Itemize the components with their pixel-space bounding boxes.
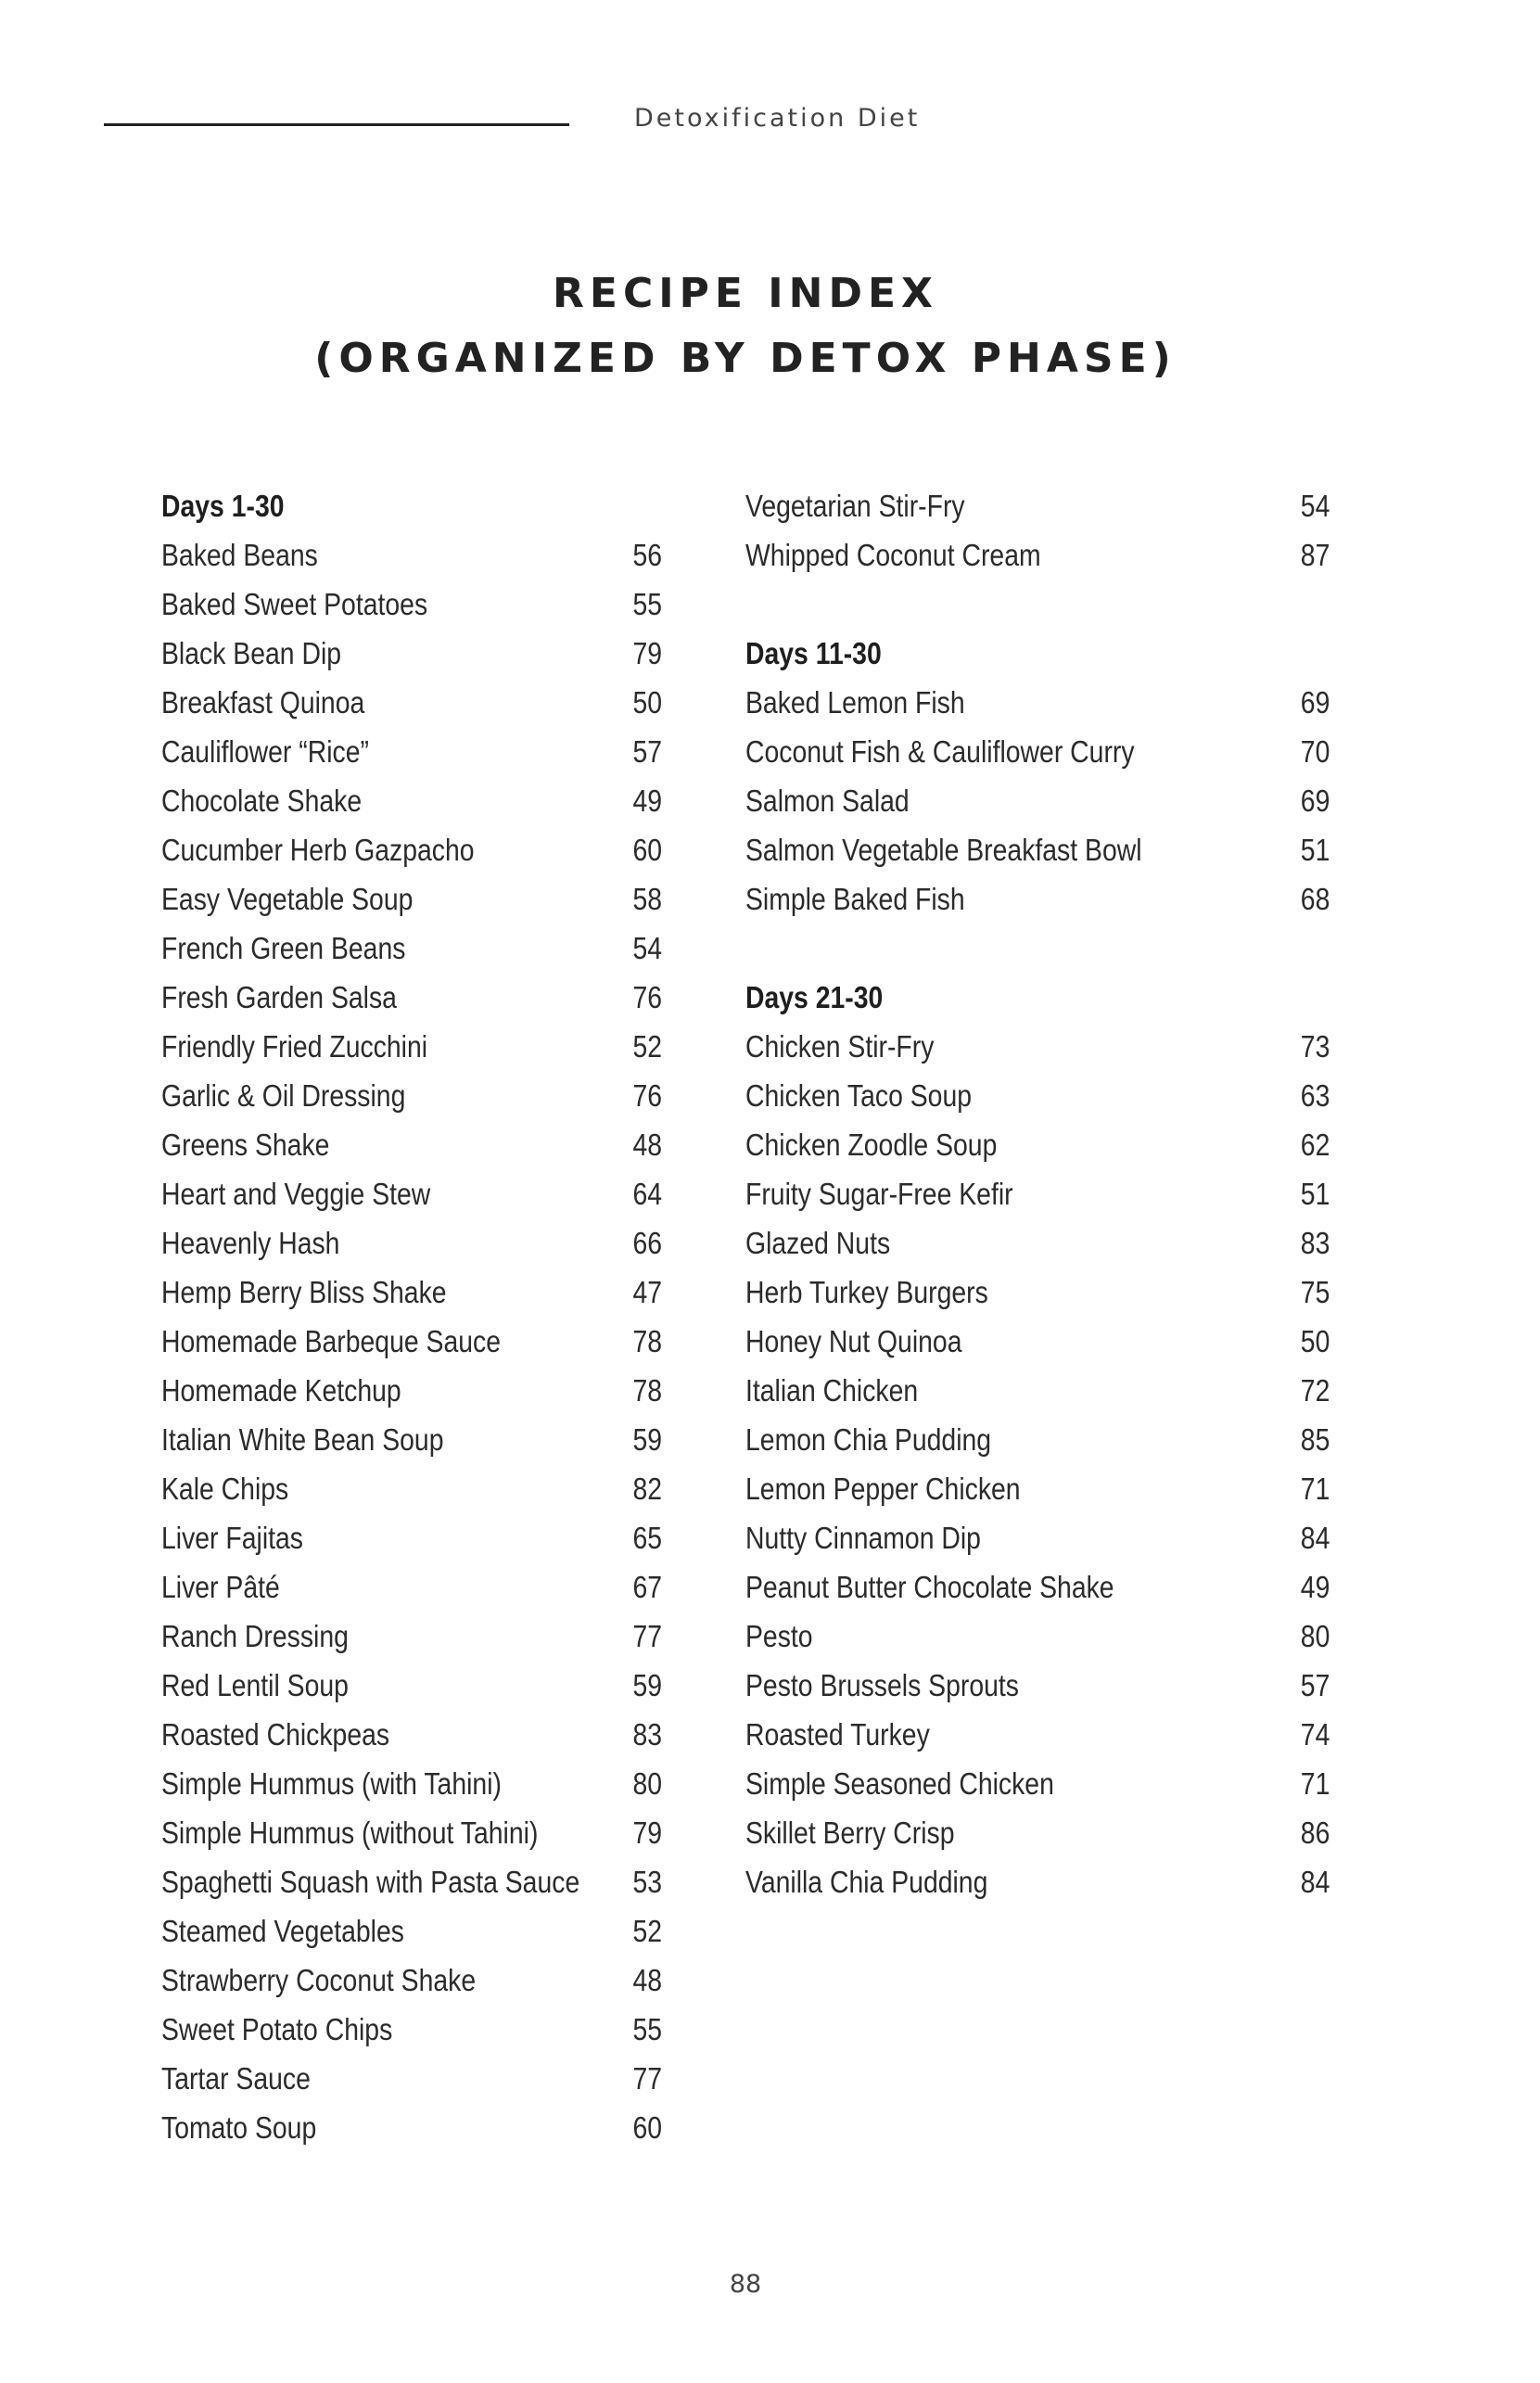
recipe-page: 80 — [1300, 1619, 1330, 1653]
recipe-page: 68 — [1300, 882, 1330, 916]
index-entry — [161, 1956, 662, 2005]
recipe-page: 77 — [632, 1619, 663, 1653]
recipe-page: 54 — [632, 931, 663, 965]
recipe-name: Steamed Vegetables — [161, 1914, 404, 1948]
index-entry — [161, 1808, 662, 1857]
recipe-name: Cucumber Herb Gazpacho — [161, 833, 475, 867]
index-entry — [745, 1268, 1330, 1317]
index-entry — [745, 1218, 1330, 1268]
index-entry — [161, 973, 662, 1022]
section-heading — [161, 481, 662, 530]
index-entry — [161, 1710, 662, 1759]
recipe-name: Glazed Nuts — [745, 1226, 891, 1260]
recipe-page: 57 — [632, 734, 663, 769]
index-entry — [745, 1022, 1330, 1071]
index-entry — [161, 1415, 662, 1464]
index-entry — [745, 1562, 1330, 1612]
recipe-page: 74 — [1300, 1717, 1330, 1752]
recipe-name: Baked Beans — [161, 538, 318, 572]
recipe-name: Black Bean Dip — [161, 636, 342, 670]
recipe-name: Salmon Vegetable Breakfast Bowl — [745, 833, 1142, 867]
index-entry — [745, 1710, 1330, 1759]
recipe-name: Liver Pâté — [161, 1570, 280, 1604]
recipe-page: 55 — [632, 2012, 663, 2046]
recipe-name: Peanut Butter Chocolate Shake — [745, 1570, 1114, 1604]
recipe-name: Salmon Salad — [745, 784, 910, 818]
index-entry — [161, 1857, 662, 1906]
recipe-name: Vanilla Chia Pudding — [745, 1865, 988, 1899]
recipe-page: 84 — [1300, 1865, 1330, 1899]
recipe-page: 67 — [632, 1570, 663, 1604]
recipe-page: 80 — [632, 1766, 663, 1801]
recipe-page: 78 — [632, 1373, 663, 1408]
index-entry — [161, 678, 662, 727]
index-column-right — [745, 481, 1330, 1906]
recipe-name: Simple Hummus (without Tahini) — [161, 1816, 539, 1850]
recipe-page: 62 — [1300, 1128, 1330, 1162]
recipe-name: Simple Seasoned Chicken — [745, 1766, 1054, 1801]
recipe-name: Herb Turkey Burgers — [745, 1275, 988, 1309]
index-entry — [161, 2103, 662, 2152]
index-entry — [161, 825, 662, 874]
index-entry — [745, 776, 1330, 825]
recipe-name: Baked Lemon Fish — [745, 685, 965, 720]
recipe-name: Easy Vegetable Soup — [161, 882, 414, 916]
recipe-name: Whipped Coconut Cream — [745, 538, 1041, 572]
recipe-page: 59 — [632, 1422, 663, 1457]
recipe-page: 48 — [632, 1128, 663, 1162]
index-entry — [161, 1120, 662, 1169]
index-entry — [161, 580, 662, 629]
index-entry — [745, 678, 1330, 727]
recipe-name: Italian White Bean Soup — [161, 1422, 444, 1457]
index-entry — [745, 1366, 1330, 1415]
recipe-name: Heart and Veggie Stew — [161, 1177, 431, 1211]
index-entry — [161, 1268, 662, 1317]
recipe-page: 69 — [1300, 784, 1330, 818]
index-column-left — [161, 481, 662, 2152]
index-entry — [161, 1022, 662, 1071]
index-entry — [161, 1562, 662, 1612]
section-spacer — [745, 580, 1330, 629]
index-entry — [161, 629, 662, 678]
recipe-name: Red Lentil Soup — [161, 1668, 349, 1702]
recipe-page: 53 — [632, 1865, 663, 1899]
recipe-name: Honey Nut Quinoa — [745, 1324, 962, 1358]
index-entry — [161, 1513, 662, 1562]
recipe-name: Lemon Chia Pudding — [745, 1422, 992, 1457]
recipe-name: Pesto — [745, 1619, 813, 1653]
page-title: RECIPE INDEX — [553, 270, 938, 317]
section-heading — [745, 629, 1330, 678]
recipe-name: French Green Beans — [161, 931, 406, 965]
index-entry — [745, 1464, 1330, 1513]
recipe-name: Simple Baked Fish — [745, 882, 965, 916]
recipe-page: 52 — [632, 1914, 663, 1948]
running-head: Detoxification Diet — [634, 104, 921, 133]
recipe-page: 48 — [632, 1963, 663, 1997]
index-entry — [161, 1464, 662, 1513]
recipe-page: 83 — [1300, 1226, 1330, 1260]
recipe-page: 69 — [1300, 685, 1330, 720]
page-number: 88 — [729, 2270, 762, 2299]
recipe-name: Fresh Garden Salsa — [161, 980, 397, 1014]
index-entry — [161, 1169, 662, 1218]
recipe-page: 50 — [632, 685, 663, 720]
section-heading-label: Days 11-30 — [745, 636, 882, 670]
recipe-name: Friendly Fried Zucchini — [161, 1029, 428, 1064]
recipe-name: Ranch Dressing — [161, 1619, 349, 1653]
recipe-name: Chicken Zoodle Soup — [745, 1128, 998, 1162]
recipe-page: 66 — [632, 1226, 663, 1260]
index-entry — [745, 1120, 1330, 1169]
recipe-page: 76 — [632, 1078, 663, 1113]
recipe-page: 79 — [632, 636, 663, 670]
recipe-name: Roasted Turkey — [745, 1717, 930, 1752]
recipe-name: Cauliflower “Rice” — [161, 734, 369, 769]
recipe-name: Coconut Fish & Cauliflower Curry — [745, 734, 1135, 769]
recipe-name: Heavenly Hash — [161, 1226, 340, 1260]
recipe-name: Spaghetti Squash with Pasta Sauce — [161, 1865, 580, 1899]
index-entry — [161, 1612, 662, 1661]
recipe-page: 75 — [1300, 1275, 1330, 1309]
index-entry — [161, 2054, 662, 2103]
index-entry — [161, 1071, 662, 1120]
recipe-name: Chicken Taco Soup — [745, 1078, 973, 1113]
recipe-name: Lemon Pepper Chicken — [745, 1472, 1021, 1506]
section-heading-label: Days 21-30 — [745, 980, 884, 1014]
index-entry — [161, 874, 662, 924]
recipe-name: Simple Hummus (with Tahini) — [161, 1766, 502, 1801]
recipe-page: 85 — [1300, 1422, 1330, 1457]
index-entry — [161, 1317, 662, 1366]
index-entry — [161, 1366, 662, 1415]
index-entry — [745, 1759, 1330, 1808]
section-heading-label: Days 1-30 — [161, 489, 285, 523]
recipe-page: 73 — [1300, 1029, 1330, 1064]
index-entry — [161, 776, 662, 825]
recipe-page: 60 — [632, 2110, 663, 2145]
index-entry — [745, 1071, 1330, 1120]
recipe-name: Tomato Soup — [161, 2110, 317, 2145]
index-entry — [745, 874, 1330, 924]
index-entry — [745, 481, 1330, 530]
header-rule — [104, 123, 569, 126]
recipe-name: Homemade Ketchup — [161, 1373, 401, 1408]
recipe-name: Chocolate Shake — [161, 784, 363, 818]
index-entry — [745, 1415, 1330, 1464]
recipe-page: 86 — [1300, 1816, 1330, 1850]
recipe-name: Strawberry Coconut Shake — [161, 1963, 477, 1997]
recipe-page: 51 — [1300, 833, 1330, 867]
index-entry — [745, 530, 1330, 580]
recipe-name: Breakfast Quinoa — [161, 685, 365, 720]
recipe-name: Fruity Sugar-Free Kefir — [745, 1177, 1013, 1211]
recipe-page: 59 — [632, 1668, 663, 1702]
recipe-page: 70 — [1300, 734, 1330, 769]
index-entry — [161, 530, 662, 580]
recipe-page: 72 — [1300, 1373, 1330, 1408]
recipe-page: 83 — [632, 1717, 663, 1752]
index-entry — [161, 1759, 662, 1808]
recipe-page: 60 — [632, 833, 663, 867]
recipe-name: Homemade Barbeque Sauce — [161, 1324, 502, 1358]
recipe-name: Sweet Potato Chips — [161, 2012, 393, 2046]
index-entry — [161, 1661, 662, 1710]
recipe-page: 49 — [1300, 1570, 1330, 1604]
recipe-page: 50 — [1300, 1324, 1330, 1358]
index-entry — [745, 1513, 1330, 1562]
recipe-page: 56 — [632, 538, 663, 572]
recipe-page: 65 — [632, 1521, 663, 1555]
recipe-page: 51 — [1300, 1177, 1330, 1211]
recipe-page: 57 — [1300, 1668, 1330, 1702]
recipe-name: Roasted Chickpeas — [161, 1717, 390, 1752]
index-entry — [745, 727, 1330, 776]
recipe-name: Skillet Berry Crisp — [745, 1816, 955, 1850]
page-subtitle: (ORGANIZED BY DETOX PHASE) — [314, 335, 1177, 382]
index-entry — [745, 1808, 1330, 1857]
index-entry — [161, 1906, 662, 1956]
recipe-name: Chicken Stir-Fry — [745, 1029, 935, 1064]
section-heading — [745, 973, 1330, 1022]
recipe-page: 71 — [1300, 1766, 1330, 1801]
index-entry — [745, 1317, 1330, 1366]
index-entry — [161, 1218, 662, 1268]
section-spacer — [745, 924, 1330, 973]
recipe-name: Nutty Cinnamon Dip — [745, 1521, 981, 1555]
recipe-page: 76 — [632, 980, 663, 1014]
recipe-name: Tartar Sauce — [161, 2061, 311, 2096]
recipe-page: 52 — [632, 1029, 663, 1064]
index-entry — [745, 825, 1330, 874]
index-entry — [161, 727, 662, 776]
recipe-page: 77 — [632, 2061, 663, 2096]
recipe-page: 49 — [632, 784, 663, 818]
recipe-name: Pesto Brussels Sprouts — [745, 1668, 1019, 1702]
recipe-page: 79 — [632, 1816, 663, 1850]
recipe-page: 58 — [632, 882, 663, 916]
recipe-page: 47 — [632, 1275, 663, 1309]
recipe-name: Greens Shake — [161, 1128, 330, 1162]
recipe-name: Liver Fajitas — [161, 1521, 303, 1555]
recipe-name: Hemp Berry Bliss Shake — [161, 1275, 447, 1309]
recipe-page: 64 — [632, 1177, 663, 1211]
recipe-page: 87 — [1300, 538, 1330, 572]
index-entry — [745, 1857, 1330, 1906]
recipe-page: 63 — [1300, 1078, 1330, 1113]
index-entry — [745, 1661, 1330, 1710]
recipe-page: 84 — [1300, 1521, 1330, 1555]
index-entry — [161, 2005, 662, 2054]
index-entry — [745, 1169, 1330, 1218]
index-entry — [745, 1612, 1330, 1661]
recipe-page: 55 — [632, 587, 663, 621]
recipe-name: Kale Chips — [161, 1472, 289, 1506]
recipe-name: Garlic & Oil Dressing — [161, 1078, 406, 1113]
recipe-name: Vegetarian Stir-Fry — [745, 489, 965, 523]
recipe-page: 71 — [1300, 1472, 1330, 1506]
recipe-name: Baked Sweet Potatoes — [161, 587, 428, 621]
recipe-page: 54 — [1300, 489, 1330, 523]
index-entry — [161, 924, 662, 973]
recipe-page: 78 — [632, 1324, 663, 1358]
recipe-page: 82 — [632, 1472, 663, 1506]
recipe-name: Italian Chicken — [745, 1373, 919, 1408]
